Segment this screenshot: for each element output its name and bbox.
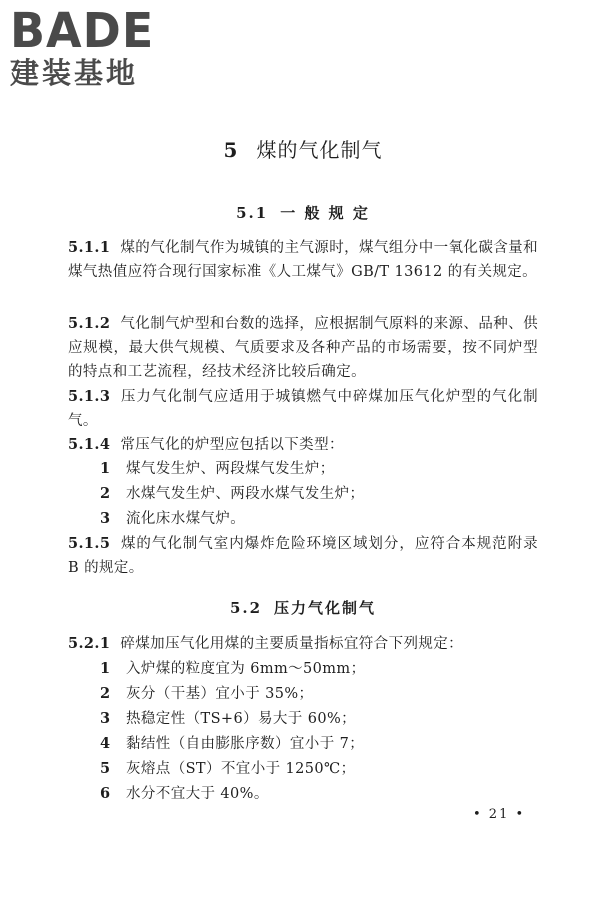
clause-number: 5.2.1 bbox=[68, 635, 111, 652]
clause-number: 5.1.1 bbox=[68, 239, 111, 256]
clause-number: 5.1.3 bbox=[68, 388, 111, 405]
clause-5-1-2 bbox=[68, 312, 538, 384]
item-index: 1 bbox=[100, 660, 111, 677]
clause-5-1-5 bbox=[68, 532, 538, 580]
clause-text: 气化制气炉型和台数的选择，应根据制气原料的来源、品种、供应规模，最大供气规模、气质要求及各种产品的市场需要，按不同炉型的特点和工艺流程，经技术经济比较后确定。 bbox=[68, 316, 538, 380]
item-text: 灰熔点（ST）不宜小于 1250℃； bbox=[126, 761, 356, 777]
item-text: 煤气发生炉、两段煤气发生炉； bbox=[126, 461, 335, 477]
clause-text: 压力气化制气应适用于城镇燃气中碎煤加压气化炉型的气化制气。 bbox=[68, 389, 538, 429]
list-item-5-2-1-6 bbox=[100, 782, 540, 806]
chapter-number: 5 bbox=[223, 138, 239, 162]
clause-number: 5.1.2 bbox=[68, 315, 111, 332]
item-index: 5 bbox=[100, 760, 111, 777]
clause-5-1-3 bbox=[68, 385, 538, 433]
item-text: 灰分（干基）宜小于 35%； bbox=[126, 686, 314, 702]
clause-5-1-1 bbox=[68, 236, 538, 284]
item-text: 黏结性（自由膨胀序数）宜小于 7； bbox=[126, 736, 365, 752]
clause-number: 5.1.4 bbox=[68, 436, 111, 453]
item-text: 入炉煤的粒度宜为 6mm～50mm； bbox=[126, 661, 366, 677]
item-text: 流化床水煤气炉。 bbox=[126, 511, 246, 527]
clause-text: 煤的气化制气室内爆炸危险环境区域划分，应符合本规范附录 B 的规定。 bbox=[68, 536, 538, 576]
section-title-5-1 bbox=[68, 202, 538, 223]
list-item-5-1-4-3 bbox=[100, 507, 540, 531]
item-index: 3 bbox=[100, 510, 111, 527]
section-number: 5.1 bbox=[236, 204, 269, 222]
logo-subtitle: 建装基地 bbox=[10, 56, 139, 90]
page-number: • 21 • bbox=[473, 807, 526, 822]
chapter-title-text: 煤的气化制气 bbox=[256, 138, 383, 162]
item-index: 2 bbox=[100, 485, 111, 502]
item-index: 4 bbox=[100, 735, 111, 752]
list-item-5-1-4-1 bbox=[100, 457, 540, 481]
list-item-5-2-1-4 bbox=[100, 732, 540, 756]
clause-text: 碎煤加压气化用煤的主要质量指标宜符合下列规定： bbox=[120, 636, 464, 652]
list-item-5-2-1-2 bbox=[100, 682, 540, 706]
item-index: 2 bbox=[100, 685, 111, 702]
section-title-text: 压力气化制气 bbox=[274, 599, 377, 617]
clause-number: 5.1.5 bbox=[68, 535, 111, 552]
list-item-5-2-1-3 bbox=[100, 707, 540, 731]
list-item-5-2-1-5 bbox=[100, 757, 540, 781]
item-index: 6 bbox=[100, 785, 111, 802]
clause-5-1-4 bbox=[68, 433, 538, 457]
logo-mark: BADE bbox=[10, 1, 155, 59]
clause-text: 煤的气化制气作为城镇的主气源时，煤气组分中一氧化碳含量和煤气热值应符合现行国家标准《人工煤气》GB/T 13612 的有关规定。 bbox=[68, 240, 538, 280]
clause-text: 常压气化的炉型应包括以下类型： bbox=[120, 437, 344, 453]
item-index: 1 bbox=[100, 460, 111, 477]
item-text: 热稳定性（TS+6）易大于 60%； bbox=[126, 711, 357, 727]
chapter-title bbox=[68, 134, 538, 163]
clause-5-2-1 bbox=[68, 632, 538, 656]
list-item-5-1-4-2 bbox=[100, 482, 540, 506]
section-title-text: 一 般 规 定 bbox=[280, 204, 370, 222]
item-text: 水分不宜大于 40%。 bbox=[126, 786, 269, 802]
document-page bbox=[68, 0, 568, 900]
section-number: 5.2 bbox=[229, 599, 263, 617]
section-title-5-2 bbox=[68, 597, 538, 618]
list-item-5-2-1-1 bbox=[100, 657, 540, 681]
item-text: 水煤气发生炉、两段水煤气发生炉； bbox=[126, 486, 365, 502]
item-index: 3 bbox=[100, 710, 111, 727]
